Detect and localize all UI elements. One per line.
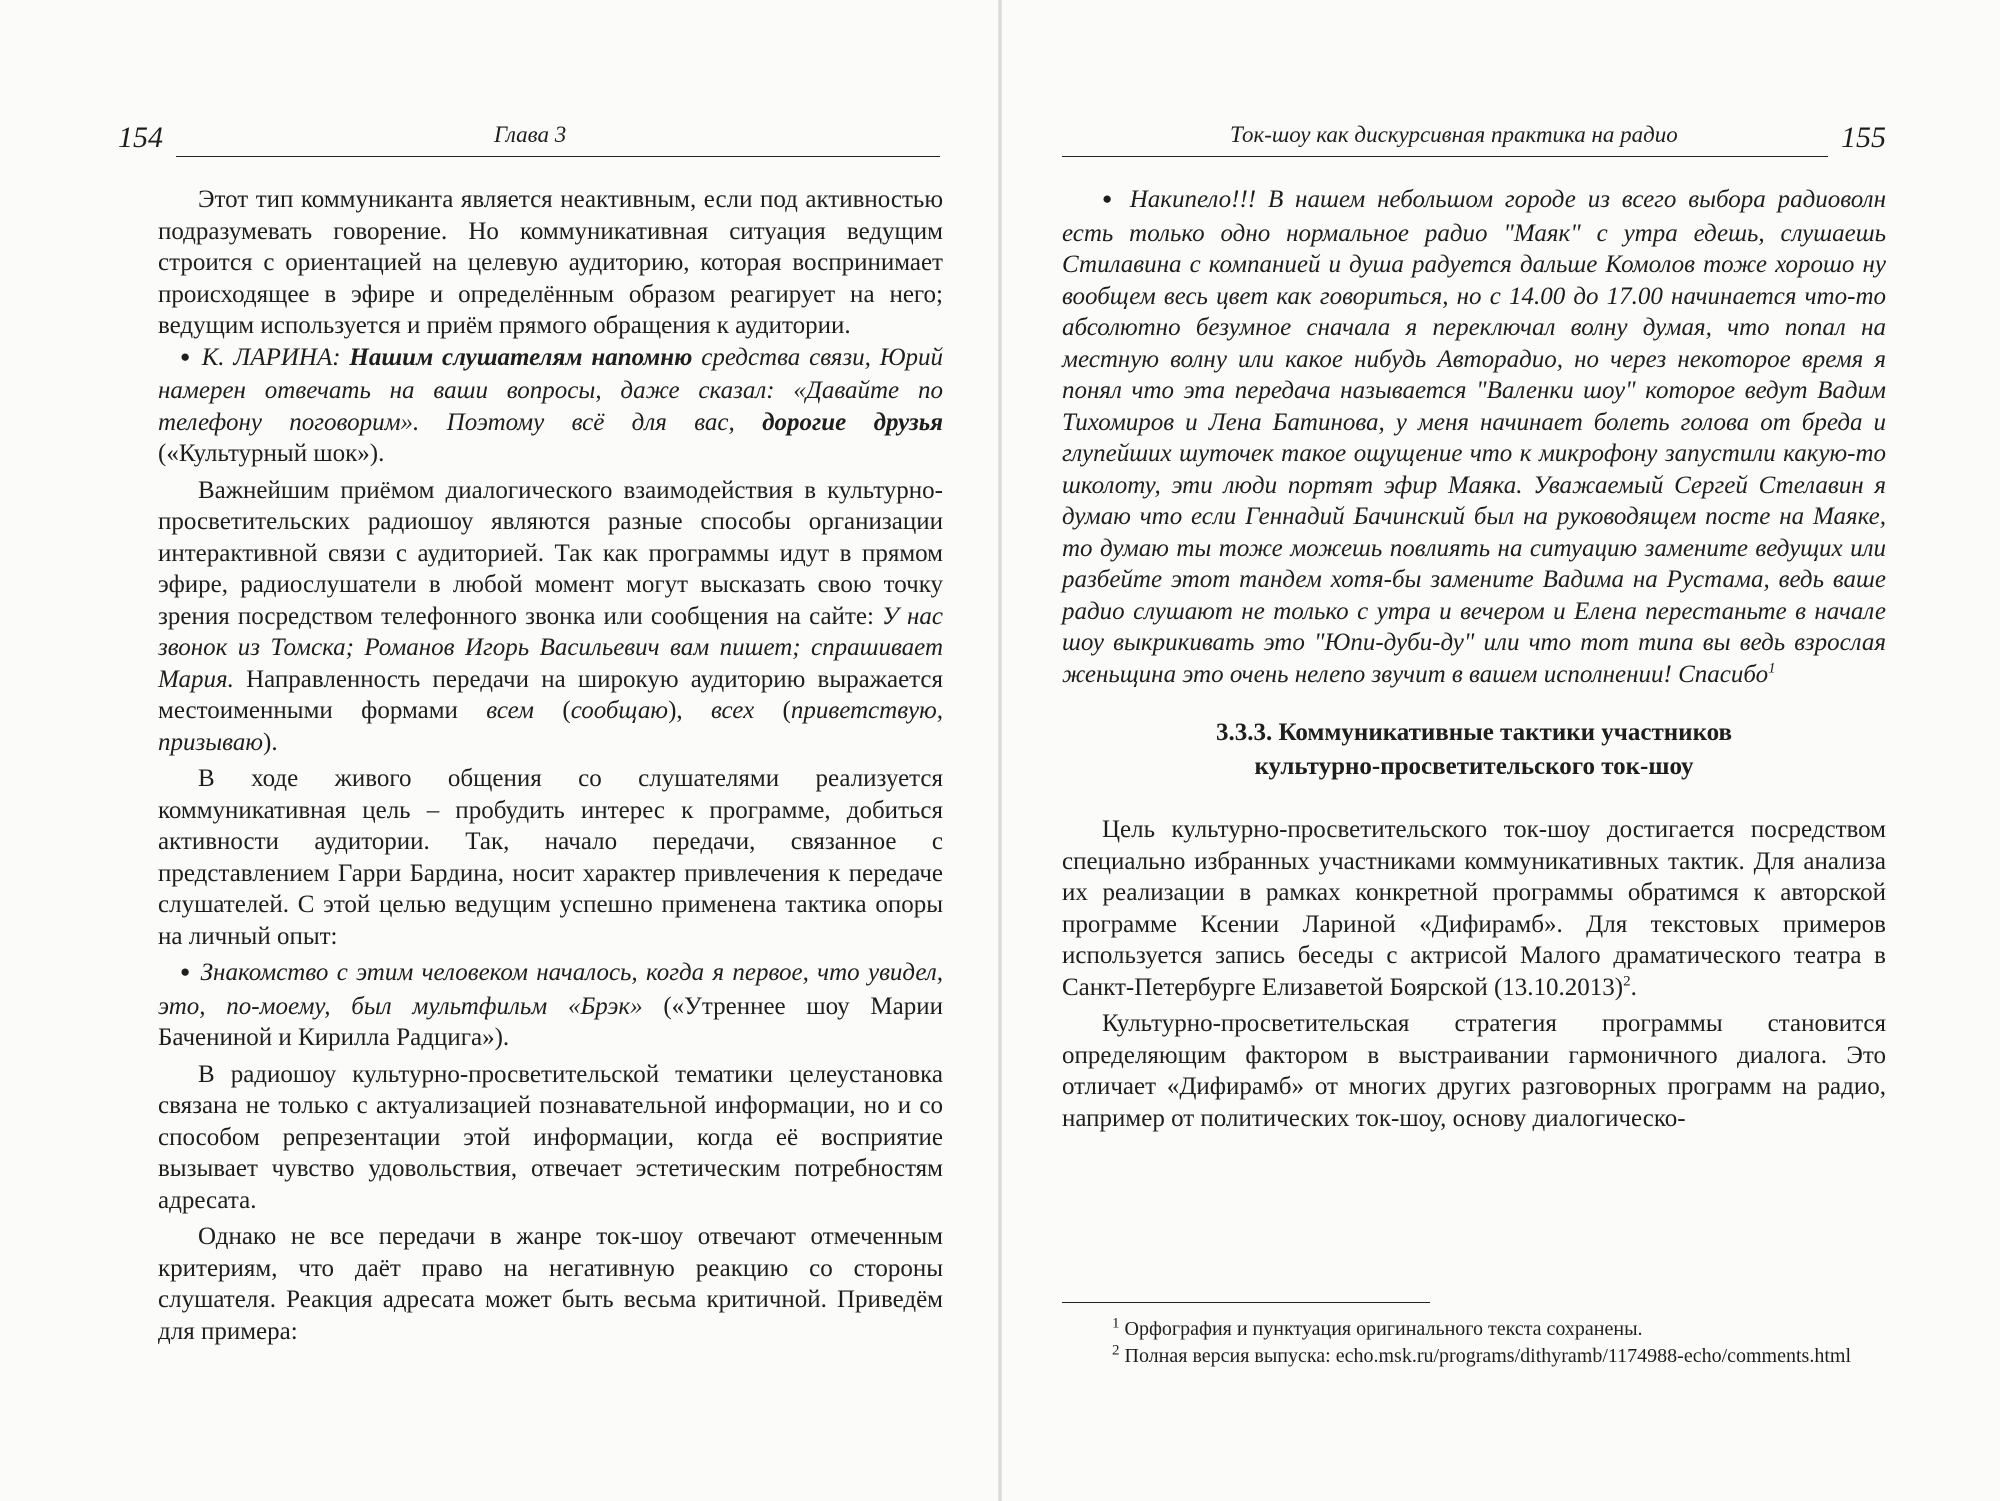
italic-example: всех: [711, 697, 755, 724]
quote-source: («Культурный шок»).: [158, 440, 385, 467]
paragraph-text: Важнейшим приёмом диалогического взаимодействия в культурно-просветительских радиошоу являются разные способы организации интерактивной связи с аудиторией. Так как программы идут в прямом эфире, радиослушатели в любой момент могут высказать свою точку зрения посредством телефонного звонка или сообщения на сайте:: [158, 476, 943, 630]
footnote-ref: 1: [1768, 660, 1776, 677]
paragraph-text: Направленность передачи на широкую аудиторию выражается местоименными формами: [158, 665, 943, 724]
heading-line: культурно-просветительского ток-шоу: [1254, 753, 1694, 780]
italic-example: приветствую, призываю: [158, 697, 944, 756]
heading-line: 3.3.3. Коммуникативные тактики участников: [1215, 719, 1733, 746]
italic-example: всем: [486, 697, 535, 724]
paragraph: Этот тип коммуниканта является неактивным, если под активностью подразумевать говорение. Но коммуникативная ситуация ведущим строится с ориентацией на целевую аудиторию, которая воспринимает происходящее в эфире и определённым образом реагирует на него; ведущим используется и приём прямого обращения к аудитории.: [158, 186, 943, 339]
quote-emphasis: дорогие друзья: [762, 408, 944, 436]
left-header-rule: [176, 156, 940, 157]
paragraph: Культурно-просветительская стратегия программы становится определяющим фактором в выстраивании гармоничного диалога. Это отличает «Дифирамб» от многих других разговорных программ на радио, например от политических ток-шоу, основу диалогическо-: [1062, 1010, 1886, 1132]
right-body-text: [1062, 184, 1886, 1134]
footnote-mark: 1: [1112, 1315, 1120, 1332]
bullet-icon: ●: [180, 962, 193, 981]
footnote-item: [1062, 1343, 1886, 1370]
paragraph: [158, 475, 943, 759]
footnotes: [1062, 1316, 1886, 1370]
left-page-number: 154: [118, 121, 163, 154]
paragraph-text: ),: [668, 697, 712, 724]
section-heading: [1062, 716, 1886, 784]
quote-text: Знакомство с этим человеком началось, когда я первое, что увидел, это, по-моему, был мультфильм «Брэк»: [158, 959, 943, 1020]
italic-example: сообщаю: [570, 697, 669, 724]
right-page: [1000, 0, 2000, 1501]
right-header-rule: [1062, 156, 1828, 157]
right-running-header: [1062, 118, 1886, 158]
paragraph: Однако не все передачи в жанре ток-шоу отвечают отмеченным критериям, что даёт право на негативную реакцию со стороны слушателя. Реакция адресата может быть весьма критичной. Приведём для примера:: [158, 1223, 943, 1345]
paragraph: [1062, 814, 1886, 1003]
paragraph-text: .: [1630, 973, 1637, 1001]
paragraph-text: (: [534, 697, 571, 724]
left-running-header: [118, 118, 940, 158]
left-chapter-title: Глава 3: [494, 122, 567, 147]
italic-example: У нас звонок из Томска; Романов Игорь Васильевич вам пишет; спрашивает Мария.: [158, 602, 943, 693]
paragraph-text: Цель культурно-просветительского ток-шоу достигается посредством специально избранных участниками коммуникативных тактик. Для анализа их реализации в рамках конкретной программы обратимся к авторской программе Ксении Лариной «Дифирамб». Для текстовых примеров используется запись беседы с актрисой Малого драматического театра в Санкт-Петербурге Елизаветой Боярской (13.10.2013): [1062, 816, 1886, 1001]
left-body-text: [158, 184, 943, 1347]
quote-text: Накипело!!! В нашем небольшом городе из всего выбора радиоволн есть только одно нормальное радио "Маяк" с утра едешь, слушаешь Стилавина с компанией и душа радуется дальше Комолов тоже хорошо ну вообщем весь цвет как говориться, но с 14.00 до 17.00 начинается что-то абсолютно безумное сначала я переключал волну думая, что попал на местную волну или какое нибудь Авторадио, но через некоторое время я понял что эта передача называется "Валенки шоу" которое ведут Вадим Тихомиров и Лена Батинова, у меня начинает болеть голова от бреда и глупейших шуточек такое ощущение что к микрофону запустили какую-то школоту, эти люди портят эфир Маяка. Уважаемый Сергей Стелавин я думаю что если Геннадий Бачинский был на руководящем посте на Маяке, то думаю ты тоже можешь повлиять на ситуацию замените ведущих или разбейте этот тандем хотя-бы замените Вадима на Рустама, ведь ваше радио слушают не только с утра и вечером и Елена перестаньте в начале шоу выкрикивать это "Юпи-дуби-ду" или что тот типа вы ведь взрослая женьщина это очень нелепо звучит в вашем исполнении! Спасибо: [1062, 186, 1886, 688]
footnote-rule: [1062, 1302, 1430, 1303]
right-section-title: Ток-шоу как дискурсивная практика на радио: [1230, 122, 1678, 147]
footnote-text: Полная версия выпуска: echo.msk.ru/programs/dithyramb/1174988-echo/comments.html: [1119, 1345, 1852, 1367]
paragraph: В ходе живого общения со слушателями реализуется коммуникативная цель – пробудить интерес к программе, добиться активности аудитории. Так, начало передачи, связанное с представлением Гарри Бардина, носит характер привлечения к передаче слушателей. С этой целью ведущим успешно применена тактика опоры на личный опыт:: [158, 765, 943, 950]
footnote-mark: 2: [1112, 1342, 1120, 1359]
quote-block: [158, 957, 943, 1054]
quote-source: («Утреннее шоу Марии Бачениной и Кирилла Радцига»).: [158, 992, 943, 1051]
footnote-item: [1062, 1316, 1886, 1343]
quote-text: средства связи, Юрий намерен отвечать на ваши вопросы, даже сказал: «Давайте по телефону поговорим». Поэтому всё для вас,: [158, 343, 943, 436]
footnote-text: Орфография и пунктуация оригинального текста сохранены.: [1119, 1318, 1643, 1340]
paragraph: В радиошоу культурно-просветительской тематики целеустановка связана не только с актуализацией познавательной информации, но и со способом репрезентации этой информации, когда её восприятие вызывает чувство удовольствия, отвечает эстетическим потребностям адресата.: [158, 1060, 943, 1214]
bullet-icon: ●: [1102, 189, 1118, 208]
quote-block: [158, 342, 943, 470]
bullet-icon: ●: [180, 346, 193, 366]
right-page-number: 155: [1841, 121, 1886, 154]
quote-speaker: К. ЛАРИНА:: [201, 343, 350, 371]
quote-emphasis: Нашим слушателям напомню: [349, 343, 693, 371]
paragraph-text: ).: [263, 728, 278, 756]
quote-block: [1062, 184, 1886, 690]
paragraph-text: (: [754, 697, 791, 724]
footnote-ref: 2: [1623, 973, 1631, 990]
